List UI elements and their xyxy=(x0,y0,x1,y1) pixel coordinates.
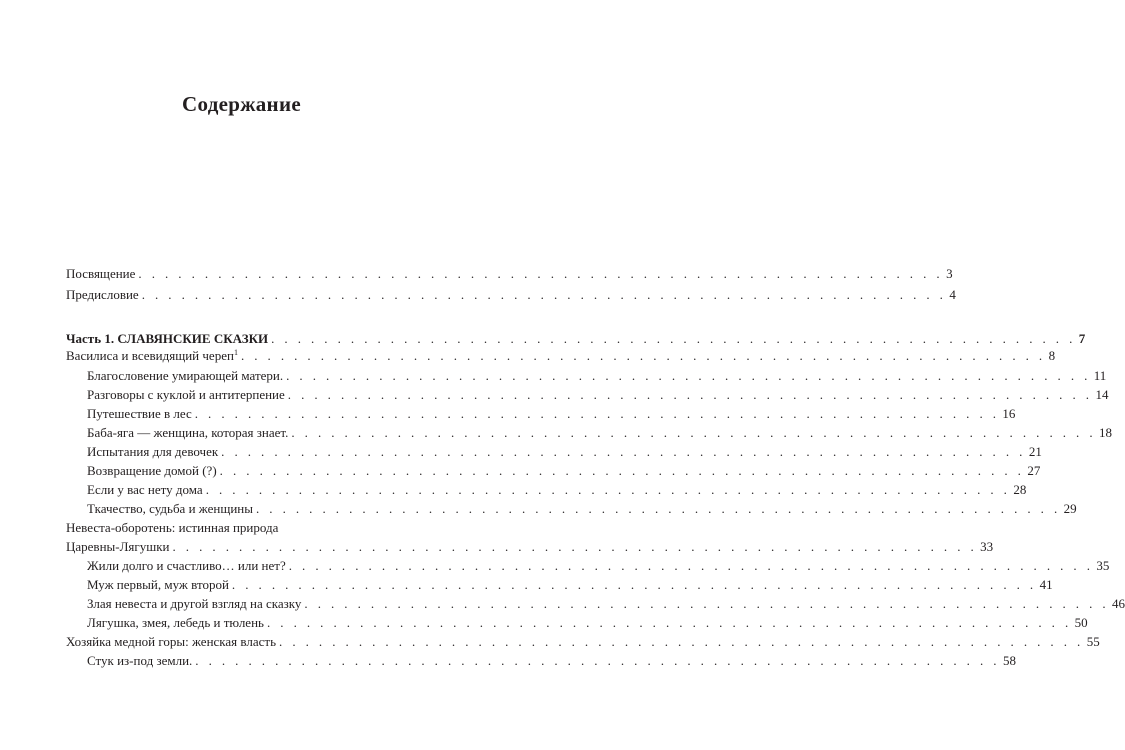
toc-subentry[interactable] xyxy=(87,558,1110,574)
toc-entry-label: Если у вас нету дома xyxy=(87,482,203,497)
toc-page-number: 18 xyxy=(1099,425,1112,440)
toc-entry-part-1[interactable] xyxy=(66,331,1086,347)
footnote-marker: 1 xyxy=(233,348,238,357)
leader-dots: . . . . . . . . . . . . . . . . . . . . . . . . . . . . . . . . . . . . . . . . . . . . . . . . . . . . . . . . . . . . . xyxy=(304,596,1110,611)
toc-entry-label: Ткачество, судьба и женщины xyxy=(87,501,253,516)
toc-page-number: 14 xyxy=(1095,387,1109,402)
toc-page-number: 27 xyxy=(1027,463,1041,478)
leader-dots: . . . . . . . . . . . . . . . . . . . . . . . . . . . . . . . . . . . . . . . . . . . . . . . . . . . . . . . . . . . . . xyxy=(141,287,947,302)
leader-dots: . . . . . . . . . . . . . . . . . . . . . . . . . . . . . . . . . . . . . . . . . . . . . . . . . . . . . . . . . . . . . xyxy=(194,406,1000,421)
toc-page-number: 55 xyxy=(1086,634,1100,649)
toc-subentry[interactable] xyxy=(87,463,1041,479)
leader-dots: . . . . . . . . . . . . . . . . . . . . . . . . . . . . . . . . . . . . . . . . . . . . . . . . . . . . . . . . . . . . . xyxy=(291,425,1096,440)
leader-dots: . . . . . . . . . . . . . . . . . . . . . . . . . . . . . . . . . . . . . . . . . . . . . . . . . . . . . . . . . . . . . xyxy=(219,463,1025,478)
toc-subentry[interactable] xyxy=(87,387,1109,403)
leader-dots: . . . . . . . . . . . . . . . . . . . . . . . . . . . . . . . . . . . . . . . . . . . . . . . . . . . . . . . . . . . . . xyxy=(279,634,1084,649)
leader-dots: . . . . . . . . . . . . . . . . . . . . . . . . . . . . . . . . . . . . . . . . . . . . . . . . . . . . . . . . . . . . . xyxy=(255,501,1061,516)
toc-entry-label: Жили долго и счастливо… или нет? xyxy=(87,558,286,573)
toc-subentry[interactable] xyxy=(87,501,1077,517)
toc-entry-preface[interactable] xyxy=(66,287,956,303)
toc-page-number: 4 xyxy=(949,287,956,302)
leader-dots: . . . . . . . . . . . . . . . . . . . . . . . . . . . . . . . . . . . . . . . . . . . . . . . . . . . . . . . . . . . . . xyxy=(266,615,1072,630)
leader-dots: . . . . . . . . . . . . . . . . . . . . . . . . . . . . . . . . . . . . . . . . . . . . . . . . . . . . . . . . . . . . . xyxy=(138,266,944,281)
toc-subentry[interactable] xyxy=(87,444,1042,460)
toc-page-number: 29 xyxy=(1063,501,1077,516)
toc-entry-label: Разговоры с куклой и антитерпение xyxy=(87,387,285,402)
toc-entry-khozyaika[interactable] xyxy=(66,634,1100,650)
toc-entry-label: Посвящение xyxy=(66,266,136,281)
toc-page-number: 21 xyxy=(1028,444,1042,459)
toc-entry-label xyxy=(66,348,238,364)
toc-subentry[interactable] xyxy=(87,615,1088,631)
toc-page-number: 8 xyxy=(1048,348,1056,363)
toc-entry-label: Путешествие в лес xyxy=(87,406,192,421)
toc-page-number: 58 xyxy=(1002,653,1016,668)
leader-dots: . . . . . . . . . . . . . . . . . . . . . . . . . . . . . . . . . . . . . . . . . . . . . . . . . . . . . . . . . . . . . xyxy=(286,368,1091,383)
toc-subentry[interactable] xyxy=(87,577,1053,593)
leader-dots: . . . . . . . . . . . . . . . . . . . . . . . . . . . . . . . . . . . . . . . . . . . . . . . . . . . . . . . . . . . . . xyxy=(271,331,1076,346)
toc-page-number: 33 xyxy=(980,539,994,554)
leader-dots: . . . . . . . . . . . . . . . . . . . . . . . . . . . . . . . . . . . . . . . . . . . . . . . . . . . . . . . . . . . . . xyxy=(195,653,1000,668)
leader-dots: . . . . . . . . . . . . . . . . . . . . . . . . . . . . . . . . . . . . . . . . . . . . . . . . . . . . . . . . . . . . . xyxy=(287,387,1093,402)
leader-dots: . . . . . . . . . . . . . . . . . . . . . . . . . . . . . . . . . . . . . . . . . . . . . . . . . . . . . . . . . . . . . xyxy=(205,482,1011,497)
toc-entry-vasilisa[interactable] xyxy=(66,348,1056,364)
toc-entry-nevesta-line1[interactable]: Невеста-оборотень: истинная природа xyxy=(66,520,279,535)
leader-dots: . . . . . . . . . . . . . . . . . . . . . . . . . . . . . . . . . . . . . . . . . . . . . . . . . . . . . . . . . . . . . xyxy=(172,539,978,554)
toc-subentry[interactable] xyxy=(87,653,1016,669)
toc-entry-label: Благословение умирающей матери. xyxy=(87,368,284,383)
leader-dots: . . . . . . . . . . . . . . . . . . . . . . . . . . . . . . . . . . . . . . . . . . . . . . . . . . . . . . . . . . . . . xyxy=(288,558,1094,573)
toc-entry-label: Возвращение домой (?) xyxy=(87,463,217,478)
toc-subentry[interactable] xyxy=(87,406,1016,422)
toc-page-number: 16 xyxy=(1002,406,1016,421)
toc-entry-label: Баба-яга — женщина, которая знает. xyxy=(87,425,289,440)
page-title: Содержание xyxy=(182,92,301,116)
leader-dots: . . . . . . . . . . . . . . . . . . . . . . . . . . . . . . . . . . . . . . . . . . . . . . . . . . . . . . . . . . . . . xyxy=(221,444,1026,459)
toc-entry-label: Испытания для девочек xyxy=(87,444,219,459)
toc-subentry[interactable] xyxy=(87,596,1125,612)
toc-entry-label: Часть 1. СЛАВЯНСКИЕ СКАЗКИ xyxy=(66,331,269,346)
toc-subentry[interactable] xyxy=(87,368,1107,384)
toc-entry-label: Лягушка, змея, лебедь и тюлень xyxy=(87,615,264,630)
toc-entry-label: Царевны-Лягушки xyxy=(66,539,170,554)
toc-page-number: 11 xyxy=(1093,368,1107,383)
toc-entry-label: Муж первый, муж второй xyxy=(87,577,229,592)
toc-entry-label: Предисловие xyxy=(66,287,139,302)
toc-subentry[interactable] xyxy=(87,482,1027,498)
toc-entry-label: Стук из-под земли. xyxy=(87,653,193,668)
leader-dots: . . . . . . . . . . . . . . . . . . . . . . . . . . . . . . . . . . . . . . . . . . . . . . . . . . . . . . . . . . . . . xyxy=(240,348,1046,363)
toc-subentry[interactable] xyxy=(87,425,1112,441)
toc-page-number: 3 xyxy=(946,266,953,281)
toc-entry-text: Василиса и всевидящий череп xyxy=(66,348,234,363)
toc-entry-dedication[interactable] xyxy=(66,266,953,282)
toc-page-number: 41 xyxy=(1039,577,1053,592)
leader-dots: . . . . . . . . . . . . . . . . . . . . . . . . . . . . . . . . . . . . . . . . . . . . . . . . . . . . . . . . . . . . . xyxy=(231,577,1037,592)
toc-page-number: 46 xyxy=(1112,596,1125,611)
toc-entry-nevesta[interactable] xyxy=(66,539,994,555)
toc-page-number: 35 xyxy=(1096,558,1110,573)
toc-page-number: 28 xyxy=(1013,482,1027,497)
toc-page-number: 7 xyxy=(1078,331,1086,346)
toc-entry-label: Хозяйка медной горы: женская власть xyxy=(66,634,277,649)
toc-page-number: 50 xyxy=(1074,615,1088,630)
toc-entry-label: Злая невеста и другой взгляд на сказку xyxy=(87,596,302,611)
